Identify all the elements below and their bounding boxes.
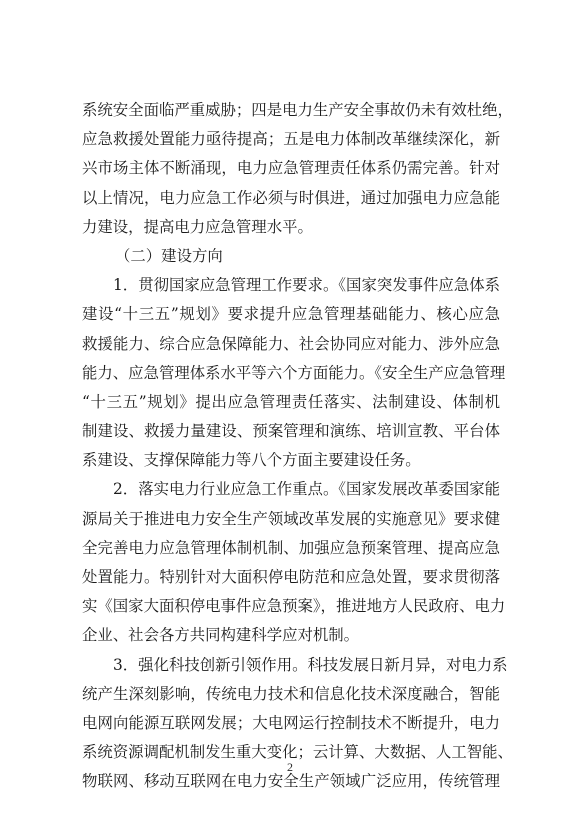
text-line: 系统资源调配机制发生重大变化；云计算、大数据、人工智能、 (82, 743, 513, 762)
text-line: “十三五”规划》提出应急管理责任落实、法制建设、体制机 (82, 392, 500, 411)
section-heading: （二）建设方向 (115, 246, 223, 265)
paragraph-1-start: 1．贯彻国家应急管理工作要求。《国家突发事件应急体系 (113, 276, 500, 295)
text-line: 能力、应急管理体系水平等六个方面能力。《安全生产应急管理 (82, 363, 506, 382)
text-line: 实《国家大面积停电事件应急预案》，推进地方人民政府、电力 (82, 597, 506, 616)
page-number: 2 (287, 760, 293, 774)
text-line: 制建设、救援力量建设、预案管理和演练、培训宣教、平台体 (82, 422, 500, 441)
paragraph-2-start: 2．落实电力行业应急工作重点。《国家发展改革委国家能 (113, 480, 500, 499)
body-text (82, 96, 513, 797)
text-line: 应急救援处置能力亟待提高；五是电力体制改革继续深化，新 (82, 130, 500, 149)
text-line: 处置能力。特别针对大面积停电防范和应急处置，要求贯彻落 (82, 568, 500, 586)
text-line: 全完善电力应急管理体制机制、加强应急预案管理、提高应急 (82, 538, 500, 557)
text-line: 兴市场主体不断涌现，电力应急管理责任体系仍需完善。针对 (82, 159, 500, 178)
text-line: 电网向能源互联网发展；大电网运行控制技术不断提升，电力 (82, 713, 500, 732)
text-line: 力建设，提高电力应急管理水平。 (82, 217, 313, 236)
text-line: 源局关于推进电力安全生产领域改革发展的实施意见》要求健 (82, 509, 500, 528)
text-line: 建设“十三五”规划》要求提升应急管理基础能力、核心应急 (82, 305, 500, 324)
text-line: 以上情况，电力应急工作必须与时俱进，通过加强电力应急能 (82, 188, 500, 207)
paragraph-3-start: 3．强化科技创新引领作用。科技发展日新月异，对电力系 (113, 655, 508, 674)
text-line: 救援能力、综合应急保障能力、社会协同应对能力、涉外应急 (82, 334, 500, 353)
text-line: 企业、社会各方共同构建科学应对机制。 (82, 626, 360, 645)
text-line: 系建设、支撑保障能力等八个方面主要建设任务。 (82, 451, 421, 470)
text-line: 系统安全面临严重威胁；四是电力生产安全事故仍未有效杜绝， (82, 101, 513, 119)
text-line: 统产生深刻影响，传统电力技术和信息化技术深度融合，智能 (82, 684, 500, 703)
text-line: 物联网、移动互联网在电力安全生产领域广泛应用，传统管理 (82, 772, 500, 791)
